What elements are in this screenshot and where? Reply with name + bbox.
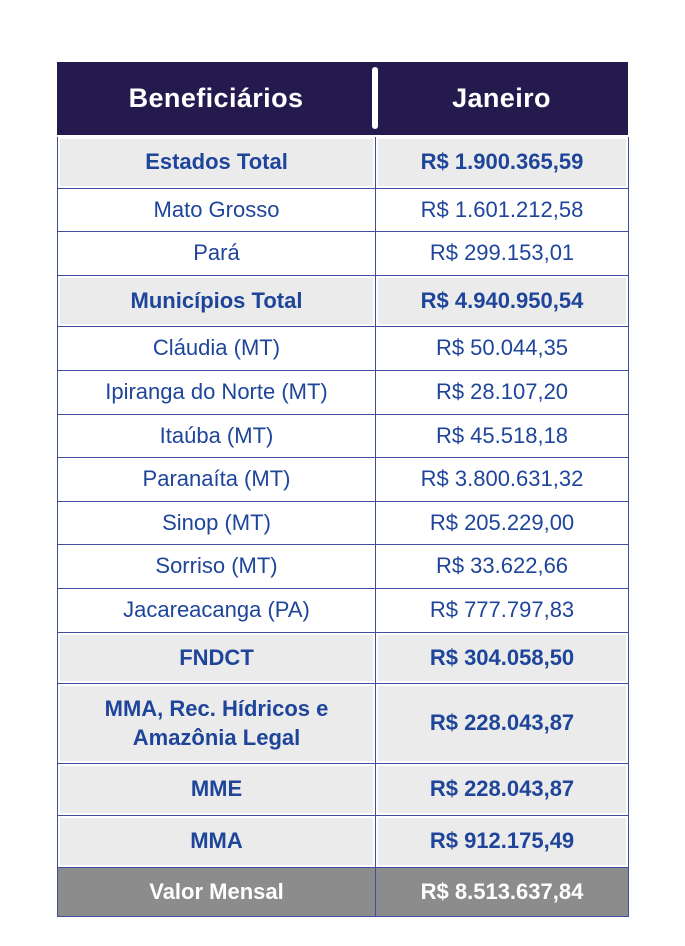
table-row: [58, 545, 629, 589]
beneficiary-label: Sorriso (MT): [58, 545, 376, 589]
table-row: [58, 370, 629, 414]
header-divider: [372, 67, 378, 129]
table-row: [58, 867, 629, 917]
beneficiary-label: Sinop (MT): [58, 501, 376, 545]
beneficiary-label: Paranaíta (MT): [58, 458, 376, 502]
table-row: [58, 684, 629, 764]
amount-value: R$ 228.043,87: [376, 764, 629, 816]
amount-value: R$ 777.797,83: [376, 588, 629, 632]
table-row: [58, 764, 629, 816]
beneficiary-label: Jacareacanga (PA): [58, 588, 376, 632]
table-row: [58, 501, 629, 545]
beneficiary-label: MME: [58, 764, 376, 816]
beneficiary-label: Itaúba (MT): [58, 414, 376, 458]
beneficiary-label: Cláudia (MT): [58, 327, 376, 371]
amount-value: R$ 33.622,66: [376, 545, 629, 589]
beneficiary-label: Municípios Total: [58, 275, 376, 327]
table-row: [58, 232, 629, 276]
amount-value: R$ 205.229,00: [376, 501, 629, 545]
amount-value: R$ 50.044,35: [376, 327, 629, 371]
amount-value: R$ 912.175,49: [376, 815, 629, 867]
beneficiary-label: FNDCT: [58, 632, 376, 684]
amount-value: R$ 4.940.950,54: [376, 275, 629, 327]
beneficiary-label: Valor Mensal: [58, 867, 376, 917]
amount-value: R$ 28.107,20: [376, 370, 629, 414]
amount-value: R$ 45.518,18: [376, 414, 629, 458]
table-row: [58, 458, 629, 502]
table-row: [58, 588, 629, 632]
amount-value: R$ 1.900.365,59: [376, 137, 629, 188]
amount-value: R$ 3.800.631,32: [376, 458, 629, 502]
amount-value: R$ 8.513.637,84: [376, 867, 629, 917]
amount-value: R$ 1.601.212,58: [376, 188, 629, 232]
header-beneficiaries: Beneficiários: [128, 83, 304, 113]
amount-value: R$ 299.153,01: [376, 232, 629, 276]
table-row: [58, 137, 629, 188]
table-row: [58, 275, 629, 327]
table-header-row: [57, 62, 628, 135]
beneficiary-label: Pará: [58, 232, 376, 276]
amount-value: R$ 228.043,87: [376, 684, 629, 764]
amount-value: R$ 304.058,50: [376, 632, 629, 684]
header-month-janeiro: Janeiro: [452, 83, 551, 113]
beneficiary-label: MMA: [58, 815, 376, 867]
table-body: [57, 137, 629, 917]
beneficiary-label: MMA, Rec. Hídricos e Amazônia Legal: [58, 684, 376, 764]
beneficiary-label: Estados Total: [58, 137, 376, 188]
table-row: [58, 815, 629, 867]
table-row: [58, 188, 629, 232]
table-row: [58, 414, 629, 458]
table-row: [58, 327, 629, 371]
beneficiary-label: Ipiranga do Norte (MT): [58, 370, 376, 414]
beneficiary-label: Mato Grosso: [58, 188, 376, 232]
benefits-table: [57, 62, 628, 917]
table-row: [58, 632, 629, 684]
